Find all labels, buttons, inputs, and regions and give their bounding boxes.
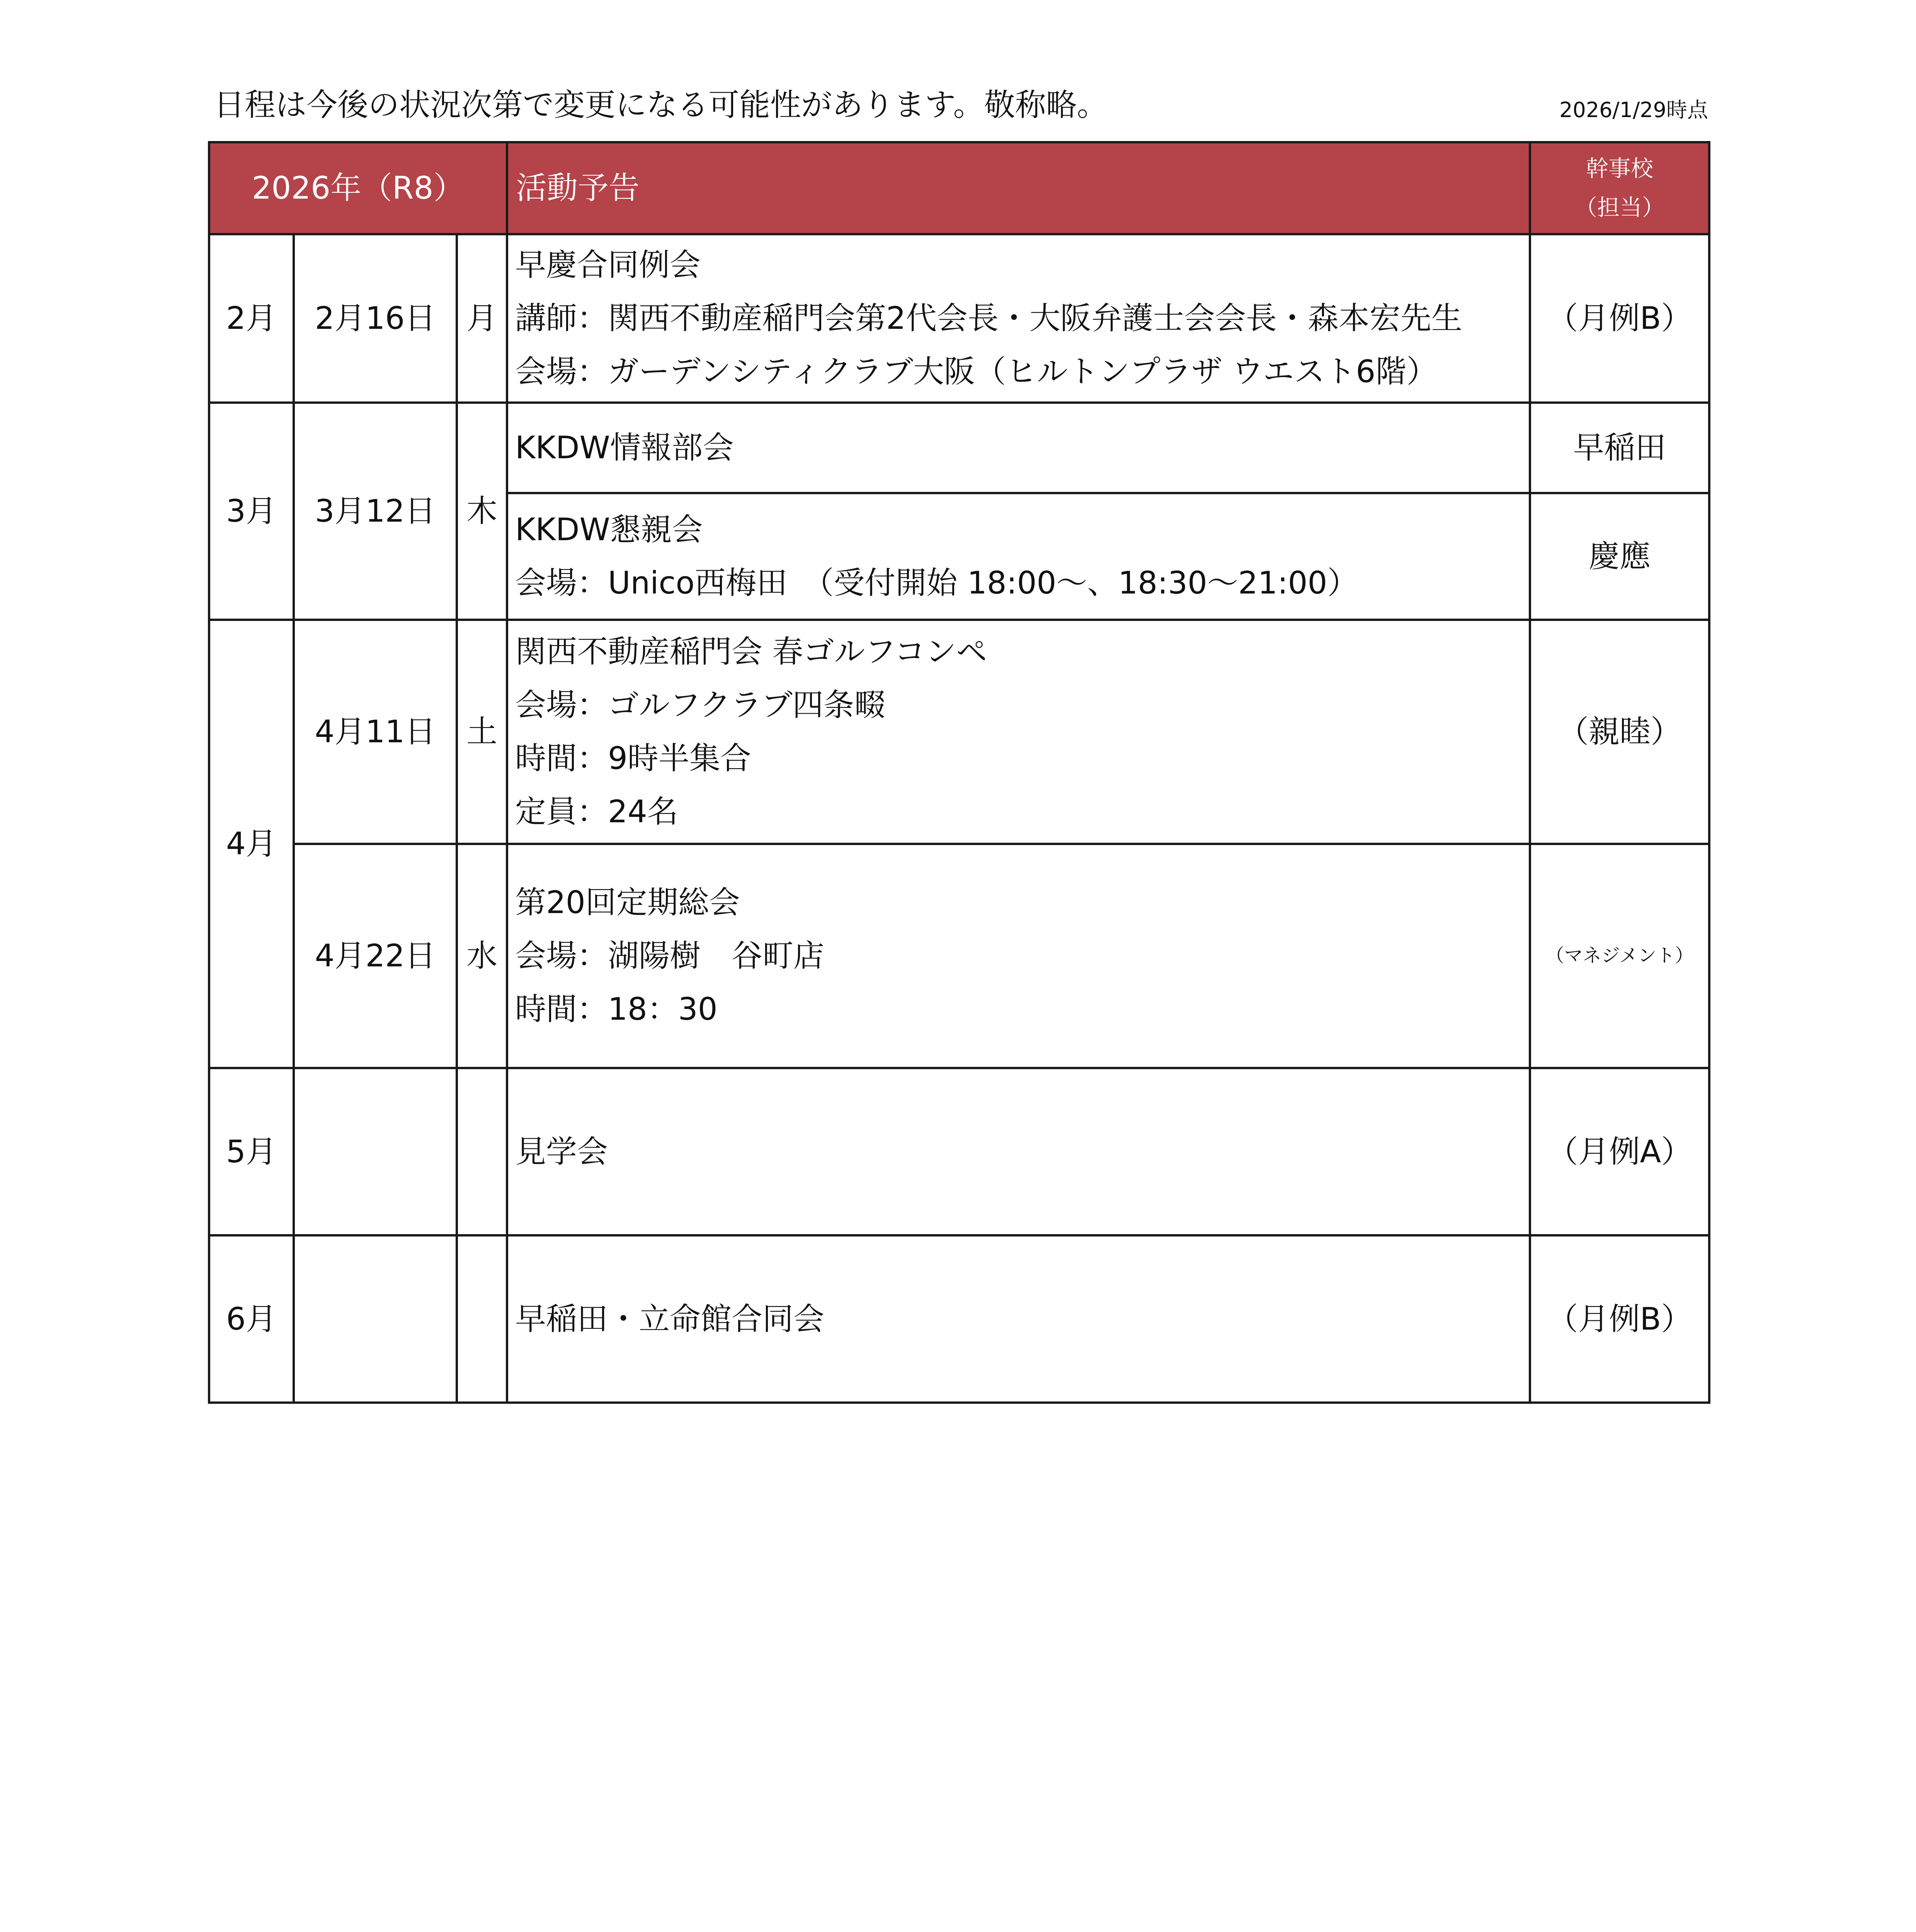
date-cell: 3月12日: [294, 403, 457, 620]
activity-title: 見学会: [515, 1133, 608, 1170]
activity-detail: 会場：湖陽樹 谷町店: [515, 938, 824, 974]
activity-schedule-table: [208, 141, 1710, 1404]
weekday-cell: 水: [457, 844, 507, 1068]
activity-cell: [507, 234, 1530, 403]
schedule-notice: 日程は今後の状況次第で変更になる可能性があります。敬称略。: [214, 87, 1108, 123]
activity-detail: 会場：ガーデンシティクラブ大阪（ヒルトンプラザ ウエスト6階）: [515, 354, 1438, 389]
activity-title: KKDW情報部会: [515, 430, 734, 466]
organizer-cell: 早稲田: [1530, 403, 1709, 493]
table-row: [209, 234, 1709, 403]
activity-detail: 会場：Unico西梅田 （受付開始 18:00～、18:30～21:00）: [515, 565, 1358, 601]
weekday-cell: 土: [457, 620, 507, 844]
header-organizer-line1: 幹事校: [1586, 155, 1653, 182]
organizer-cell: （親睦）: [1530, 620, 1709, 844]
month-cell: 2月: [209, 234, 294, 403]
date-cell: 2月16日: [294, 234, 457, 403]
month-cell: 5月: [209, 1068, 294, 1235]
activity-detail: 会場：ゴルフクラブ四条畷: [515, 687, 885, 723]
activity-detail: 時間：18：30: [515, 991, 718, 1027]
organizer-cell: （月例B）: [1530, 234, 1709, 403]
table-row: [209, 620, 1709, 844]
header-activity: 活動予告: [507, 142, 1530, 234]
table-row: [209, 403, 1709, 493]
organizer-cell: （マネジメント）: [1530, 844, 1709, 1068]
header-organizer: [1530, 142, 1709, 234]
activity-detail: 定員：24名: [515, 794, 678, 830]
table-row: [209, 844, 1709, 1068]
weekday-cell: [457, 1068, 507, 1235]
organizer-cell: （月例A）: [1530, 1068, 1709, 1235]
activity-cell: [507, 844, 1530, 1068]
activity-cell: [507, 403, 1530, 493]
date-cell: 4月22日: [294, 844, 457, 1068]
header-year: 2026年（R8）: [209, 142, 507, 234]
weekday-cell: 木: [457, 403, 507, 620]
activity-cell: [507, 493, 1530, 620]
weekday-cell: [457, 1235, 507, 1403]
table-row: [209, 1235, 1709, 1403]
organizer-cell: 慶應: [1530, 493, 1709, 620]
activity-title: 第20回定期総会: [515, 884, 740, 920]
month-cell: 4月: [209, 620, 294, 1068]
activity-title: 関西不動産稲門会 春ゴルフコンペ: [515, 634, 987, 670]
activity-cell: [507, 1235, 1530, 1403]
activity-cell: [507, 620, 1530, 844]
activity-cell: [507, 1068, 1530, 1235]
date-cell: [294, 1068, 457, 1235]
table-header-row: [209, 142, 1709, 234]
activity-title: 早慶合同例会: [515, 247, 701, 283]
month-cell: 6月: [209, 1235, 294, 1403]
date-cell: 4月11日: [294, 620, 457, 844]
as-of-date: 2026/1/29時点: [1559, 98, 1708, 122]
activity-detail: 講師：関西不動産稲門会第2代会長・大阪弁護士会会長・森本宏先生: [515, 300, 1462, 336]
activity-title: 早稲田・立命館合同会: [515, 1301, 824, 1337]
weekday-cell: 月: [457, 234, 507, 403]
organizer-cell: （月例B）: [1530, 1235, 1709, 1403]
date-cell: [294, 1235, 457, 1403]
activity-detail: 時間：9時半集合: [515, 740, 751, 776]
activity-title: KKDW懇親会: [515, 512, 703, 548]
header-organizer-line2: （担当）: [1574, 194, 1664, 221]
table-row: [209, 1068, 1709, 1235]
month-cell: 3月: [209, 403, 294, 620]
